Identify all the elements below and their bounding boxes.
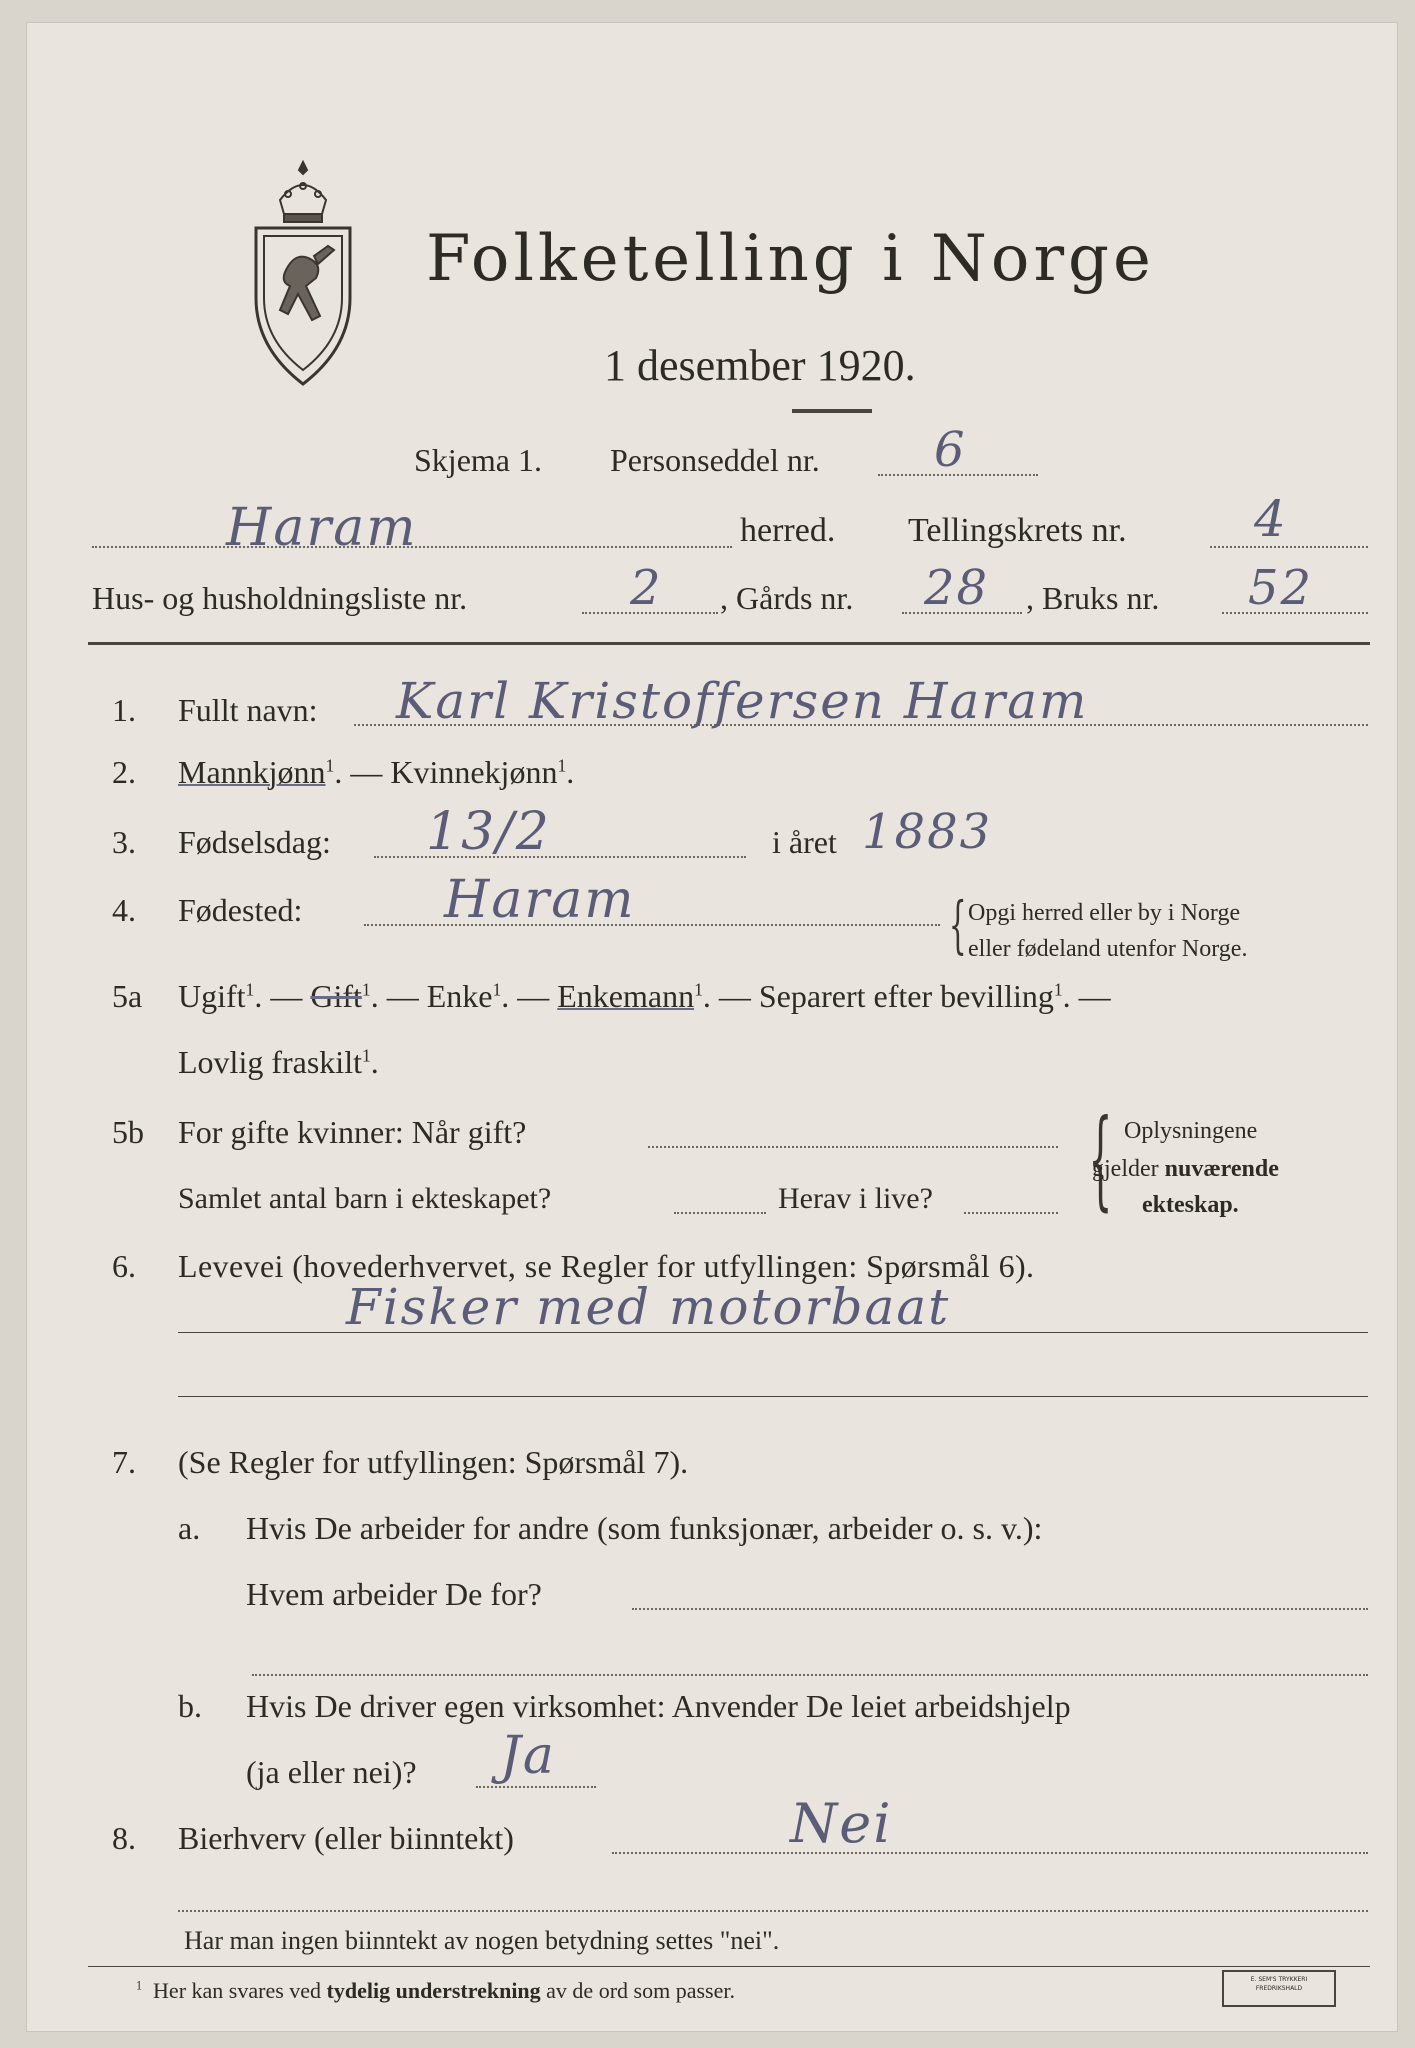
q5b-line1: For gifte kvinner: Når gift?: [178, 1114, 527, 1150]
q4-label: Fødested:: [178, 892, 303, 928]
q7-label: (Se Regler for utfyllingen: Spørsmål 7).: [178, 1444, 689, 1480]
q5a-fraskilt-option[interactable]: Lovlig fraskilt: [178, 1044, 362, 1080]
tellingskrets-label: Tellingskrets nr.: [908, 512, 1127, 549]
q5b-note-line3: ekteskap.: [1142, 1192, 1239, 1218]
q5a-ugift-option[interactable]: Ugift: [178, 978, 246, 1014]
q5a-options: Ugift$^1$. — Gift$^1$. — Enke$^1$. — Enkemann$^1$. — Separert efter bevilling$^1$. —: [178, 978, 1111, 1014]
q5b-line2a: Samlet antal barn i ekteskapet?: [178, 1182, 552, 1215]
q4-note-line2: eller fødeland utenfor Norge.: [968, 936, 1248, 962]
herred-value: Haram: [226, 498, 418, 558]
q5b-note-line2: gjelder nuværende: [1092, 1156, 1279, 1182]
q5b-married-line: [648, 1146, 1058, 1148]
q8-value: Nei: [790, 1792, 893, 1855]
q8-line2: [178, 1910, 1368, 1912]
q3-label: Fødselsdag:: [178, 824, 331, 860]
footnote-rule: [88, 1966, 1370, 1967]
q5a-gift-option[interactable]: Gift: [310, 978, 362, 1014]
q3-year-label: i året: [772, 824, 837, 860]
husliste-value: 2: [630, 560, 663, 616]
q4-number: 4.: [112, 892, 136, 928]
q6-value: Fisker med motorbaat: [346, 1278, 951, 1336]
skjema-label: Skjema 1.: [414, 442, 542, 478]
q5b-number: 5b: [112, 1114, 144, 1150]
q7a-line1: [632, 1608, 1368, 1610]
footnote: $^1$ Her kan svares ved tydelig understrekning av de ord som passer.: [136, 1978, 735, 2003]
bruks-label: , Bruks nr.: [1026, 580, 1160, 616]
q5a-number: 5a: [112, 978, 143, 1014]
q5a-enke-option[interactable]: Enke: [426, 978, 493, 1014]
q8-label: Bierhverv (eller biinntekt): [178, 1820, 514, 1856]
q5b-alive-line: [964, 1212, 1058, 1214]
q7b-line: [476, 1786, 596, 1788]
q3-year-value: 1883: [862, 804, 993, 860]
q5b-children-line: [674, 1212, 766, 1214]
footer-note: Har man ingen biinntekt av nogen betydning settes "nei".: [184, 1926, 780, 1955]
q4-note-brace: {: [948, 888, 967, 961]
q2-female-option[interactable]: Kvinnekjønn: [390, 754, 558, 790]
gards-label: , Gårds nr.: [720, 580, 854, 616]
q8-number: 8.: [112, 1820, 136, 1856]
q3-number: 3.: [112, 824, 136, 860]
husliste-label: Hus- og husholdningsliste nr.: [92, 580, 468, 616]
q2-number: 2.: [112, 754, 136, 790]
norway-coat-of-arms-icon: [250, 160, 356, 390]
q1-label: Fullt navn:: [178, 692, 318, 728]
gards-value: 28: [924, 560, 990, 616]
q5a-enkemann-option[interactable]: Enkemann: [557, 978, 695, 1014]
q6-number: 6.: [112, 1248, 136, 1284]
tellingskrets-value: 4: [1254, 490, 1288, 548]
q4-value: Haram: [444, 870, 636, 930]
q7a-question: Hvem arbeider De for?: [246, 1576, 542, 1612]
title-rule: [792, 409, 872, 413]
form-title: Folketelling i Norge: [426, 222, 1155, 296]
q7b-value: Ja: [500, 1726, 556, 1786]
herred-label: herred.: [740, 512, 836, 549]
personseddel-value: 6: [934, 422, 967, 478]
printer-stamp: E. SEM'S TRYKKERI FREDRIKSHALD: [1222, 1970, 1336, 2007]
bruks-value: 52: [1248, 560, 1314, 616]
q1-number: 1.: [112, 692, 136, 728]
q5b-line2b: Herav i live?: [778, 1182, 933, 1215]
q3-birthday-value: 13/2: [426, 802, 551, 862]
q7a-line2: [252, 1674, 1368, 1676]
q4-note-line1: Opgi herred eller by i Norge: [968, 900, 1241, 926]
header-separator: [88, 642, 1370, 645]
census-form-page: [26, 22, 1398, 2032]
q5a-separert-option[interactable]: Separert efter bevilling: [758, 978, 1054, 1014]
personseddel-label: Personseddel nr.: [610, 442, 820, 478]
tellingskrets-line: [1210, 546, 1368, 548]
q1-value: Karl Kristoffersen Haram: [396, 672, 1089, 730]
q2-male-option[interactable]: Mannkjønn: [178, 754, 326, 790]
q5b-note-line1: Oplysningene: [1124, 1118, 1258, 1144]
q2-options: Mannkjønn$^1$. — Kvinnekjønn$^1$.: [178, 754, 575, 790]
q5a-fraskilt-line: Lovlig fraskilt$^1$.: [178, 1044, 379, 1080]
q7b-text: Hvis De driver egen virksomhet: Anvender De leiet arbeidshjelp: [246, 1688, 1071, 1724]
q5b-note-brace: {: [1088, 1097, 1113, 1222]
q7-number: 7.: [112, 1444, 136, 1480]
q8-line1: [612, 1852, 1368, 1854]
q6-label: Levevei (hovederhvervet, se Regler for utfyllingen: Spørsmål 6).: [178, 1248, 1035, 1284]
q7a-text: Hvis De arbeider for andre (som funksjonær, arbeider o. s. v.):: [246, 1510, 1043, 1546]
census-date: 1 desember 1920.: [604, 341, 916, 390]
q7b-question: (ja eller nei)?: [246, 1754, 417, 1790]
q6-answer-line2: [178, 1396, 1368, 1397]
q7b-letter: b.: [178, 1688, 202, 1724]
q7a-letter: a.: [178, 1510, 201, 1546]
